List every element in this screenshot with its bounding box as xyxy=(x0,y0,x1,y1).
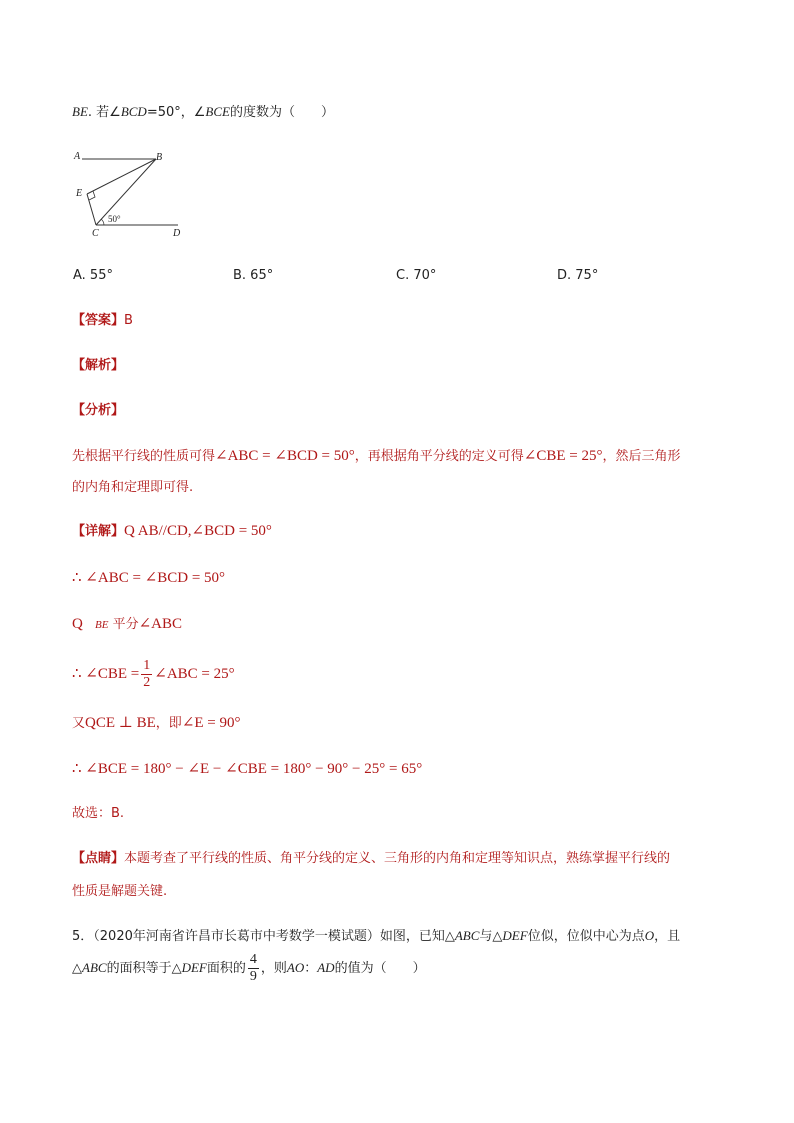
fraction-four-ninths xyxy=(248,952,259,985)
detail-math-1: Q AB//CD,∠BCD = 50° xyxy=(124,523,272,539)
detail-text: 又 xyxy=(72,716,86,731)
detail-text: ，即 xyxy=(155,716,182,731)
q5-text: 的面积等于△ xyxy=(106,961,182,976)
detail-math-2: ∴ ∠ABC = ∠BCD = 50° xyxy=(72,570,226,586)
angle-bcd: BCD xyxy=(120,104,147,119)
label-e: E xyxy=(76,188,83,199)
numerator: 1 xyxy=(143,658,151,673)
fenxi-math-1: ∠ABC = ∠BCD = 50° xyxy=(215,448,355,464)
option-c: C. 70° xyxy=(396,268,437,283)
triangle-abc: ABC xyxy=(82,960,107,975)
answer-value: B xyxy=(124,313,133,328)
detail-choice: 故选：B. xyxy=(72,806,125,821)
triangle-abc: ABC xyxy=(454,928,480,943)
point-o: O xyxy=(644,928,655,943)
segment-be: BE xyxy=(72,104,88,119)
stem-text: . 若∠ xyxy=(87,105,121,120)
segment-be: BE xyxy=(94,619,109,631)
label-a: A xyxy=(74,151,81,162)
detail-line-1 xyxy=(72,521,272,542)
since-symbol: Q xyxy=(72,616,83,632)
question-5-line-1 xyxy=(72,926,680,947)
angle-abc: ∠ABC xyxy=(138,616,183,632)
q5-text: 的值为（ ） xyxy=(334,961,426,976)
detail-line-4 xyxy=(72,656,235,693)
fenxi-text: ，再根据角平分线的定义可得 xyxy=(354,449,524,464)
detail-line-6 xyxy=(72,759,422,780)
option-d: D. 75° xyxy=(557,268,599,283)
q5-text: ，且 xyxy=(654,929,681,944)
q5-text: 面积的 xyxy=(206,961,246,976)
fenxi-math-2: ∠CBE = 25° xyxy=(523,448,603,464)
q5-text: 位似，位似中心为点 xyxy=(527,929,645,944)
triangle-def: DEF xyxy=(181,960,207,975)
stem-text: 的度数为（ ） xyxy=(229,105,334,120)
fenxi-line-2: 的内角和定理即可得. xyxy=(72,480,194,495)
fraction-one-half xyxy=(141,658,152,691)
q5-text: △ xyxy=(72,961,82,976)
triangle-def: DEF xyxy=(502,928,528,943)
geometry-figure xyxy=(70,148,190,240)
angle-arc xyxy=(101,219,104,225)
fenxi-line-1 xyxy=(72,446,681,467)
label-c: C xyxy=(92,228,99,239)
detail-line-3 xyxy=(72,614,182,635)
comment-tag: 【点睛】 xyxy=(72,851,125,866)
segment-ao: AO xyxy=(286,960,305,975)
detail-math: ∴ ∠CBE = xyxy=(72,666,140,682)
line-be xyxy=(87,159,156,194)
angle-label-50: 50° xyxy=(108,214,121,224)
answer-line xyxy=(72,311,133,331)
analysis-tag: 【解析】 xyxy=(72,358,125,373)
label-d: D xyxy=(173,228,181,239)
q5-text: ，则 xyxy=(260,961,287,976)
detail-math: ∠ABC = 25° xyxy=(154,666,235,682)
fenxi-text: ，然后三角形 xyxy=(602,449,681,464)
q5-text: ： xyxy=(304,961,318,976)
detail-line-5 xyxy=(72,713,241,734)
answer-tag: 【答案】 xyxy=(72,313,125,328)
stem-text: =50°，∠ xyxy=(146,105,206,120)
fenxi-tag: 【分析】 xyxy=(72,403,125,418)
label-b: B xyxy=(156,152,163,163)
option-a: A. 55° xyxy=(73,268,113,283)
detail-line-2 xyxy=(72,568,225,589)
denominator: 9 xyxy=(249,969,257,984)
option-b: B. 65° xyxy=(233,268,274,283)
comment-line-2: 性质是解题关键. xyxy=(72,884,168,899)
numerator: 4 xyxy=(249,952,257,967)
detail-math: QCE ⊥ BE xyxy=(85,715,156,731)
question-4-stem xyxy=(72,102,334,123)
angle-bce: BCE xyxy=(205,104,230,119)
detail-text: 平分 xyxy=(112,617,139,632)
q5-text: 5．（2020年河南省许昌市长葛市中考数学一模试题）如图，已知△ xyxy=(72,929,455,944)
fenxi-text: 先根据平行线的性质可得 xyxy=(72,449,216,464)
line-bc xyxy=(96,159,156,225)
detail-math: ∴ ∠BCE = 180° − ∠E − ∠CBE = 180° − 90° − 25° = 65° xyxy=(72,761,423,777)
q5-text: 与△ xyxy=(479,929,503,944)
question-5-line-2 xyxy=(72,950,426,987)
detail-math: ∠E = 90° xyxy=(181,715,241,731)
denominator: 2 xyxy=(143,675,151,690)
comment-text: 本题考查了平行线的性质、角平分线的定义、三角形的内角和定理等知识点，熟练掌握平行线的 xyxy=(124,851,671,866)
segment-ad: AD xyxy=(317,960,335,975)
detail-tag: 【详解】 xyxy=(72,524,125,539)
comment-line-1 xyxy=(72,849,670,869)
